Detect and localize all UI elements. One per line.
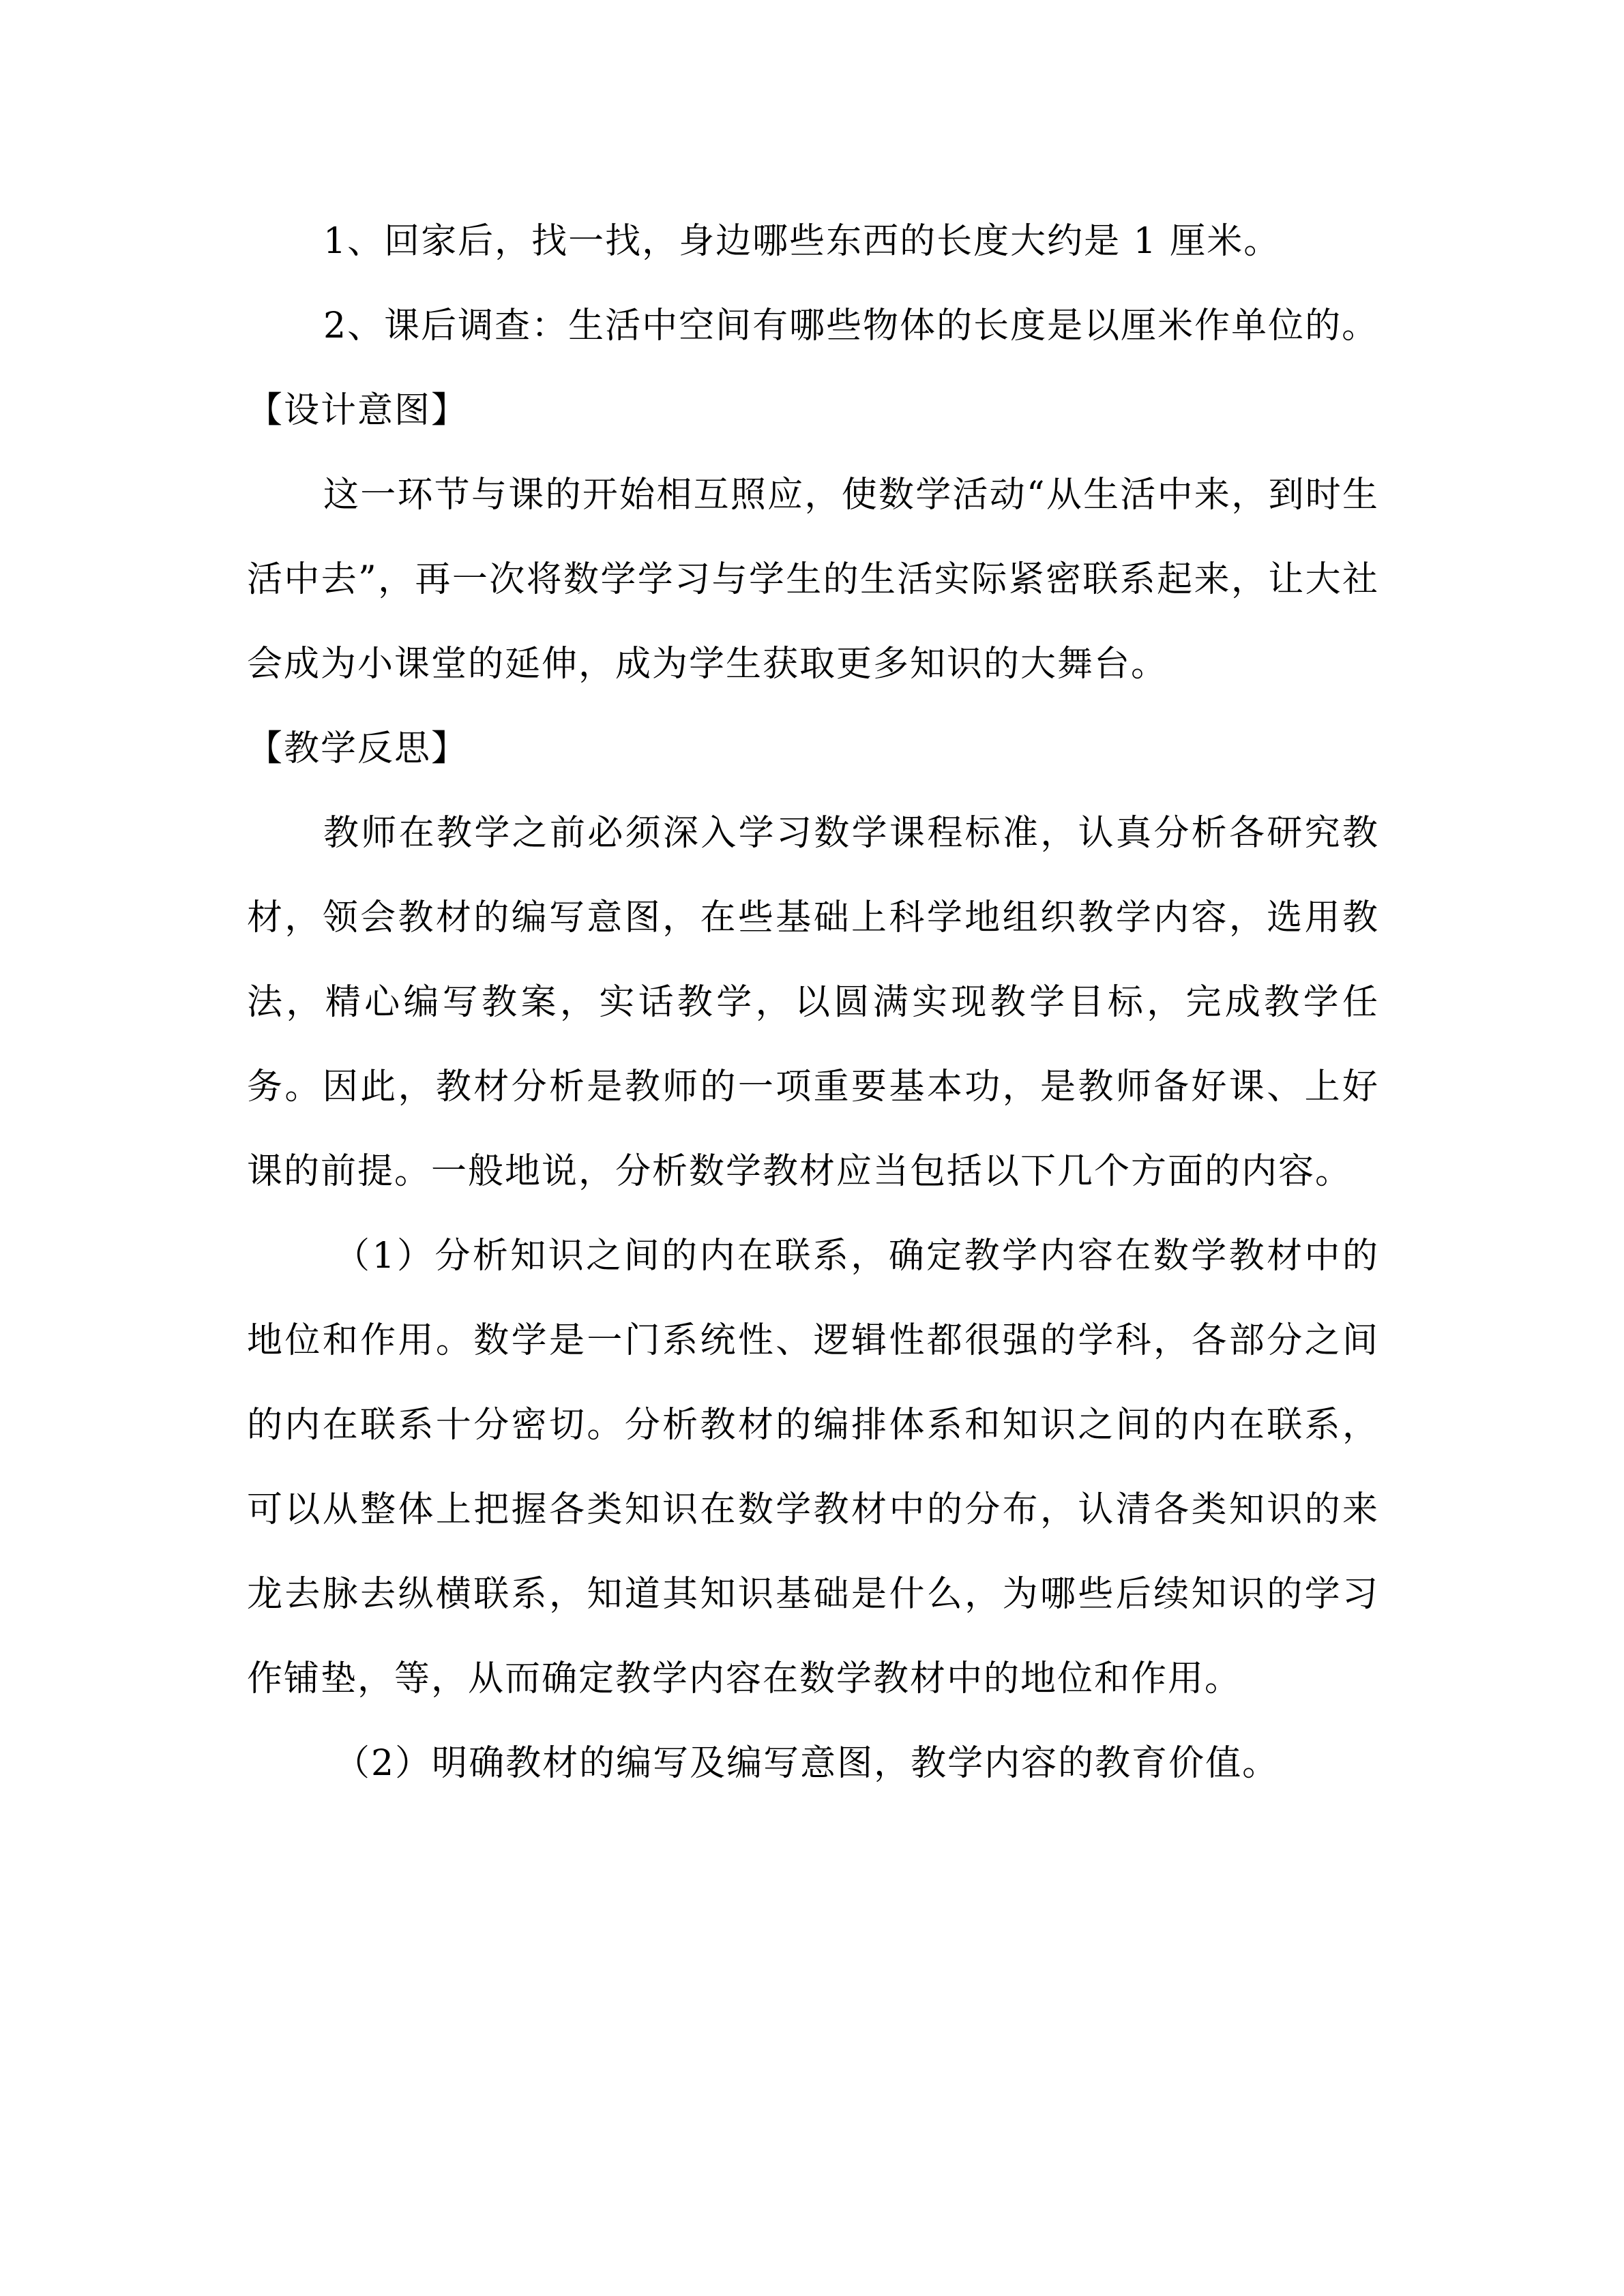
paragraph-design-intent: 这一环节与课的开始相互照应，使数学活动“从生活中来，到时生活中去”，再一次将数学学习与学生的生活实际紧密联系起来，让大社会成为小课堂的延伸，成为学生获取更多知识的大舞台。 [247, 475, 1379, 685]
paragraph-point-2: （2）明确教材的编写及编写意图，教学内容的教育价值。 [334, 1743, 1280, 1784]
paragraph-homework-1: 1、回家后，找一找，身边哪些东西的长度大约是 1 厘米。 [323, 221, 1281, 262]
paragraph-teaching-reflection: 教师在教学之前必须深入学习数学课程标准，认真分析各研究教材，领会教材的编写意图，在些基础上科学地组织教学内容，选用教法，精心编写教案，实话教学，以圆满实现教学目标，完成教学任务。因此，教材分析是教师的一项重要基本功，是教师备好课、上好课的前提。一般地说，分析数学教材应当包括以下几个方面的内容。 [247, 813, 1379, 1192]
document-body [247, 199, 1379, 1806]
section-heading-design-intent: 【设计意图】 [247, 390, 469, 431]
paragraph-point-1: （1）分析知识之间的内在联系，确定教学内容在数学教材中的地位和作用。数学是一门系统性、逻辑性都很强的学科，各部分之间的内在联系十分密切。分析教材的编排体系和知识之间的内在联系，可以从整体上把握各类知识在数学教材中的分布，认清各类知识的来龙去脉去纵横联系，知道其知识基础是什么，为哪些后续知识的学习作铺垫，等，从而确定教学内容在数学教材中的地位和作用。 [247, 1236, 1379, 1699]
paragraph-homework-2: 2、课后调查：生活中空间有哪些物体的长度是以厘米作单位的。 [323, 305, 1379, 346]
section-heading-teaching-reflection: 【教学反思】 [247, 728, 469, 769]
